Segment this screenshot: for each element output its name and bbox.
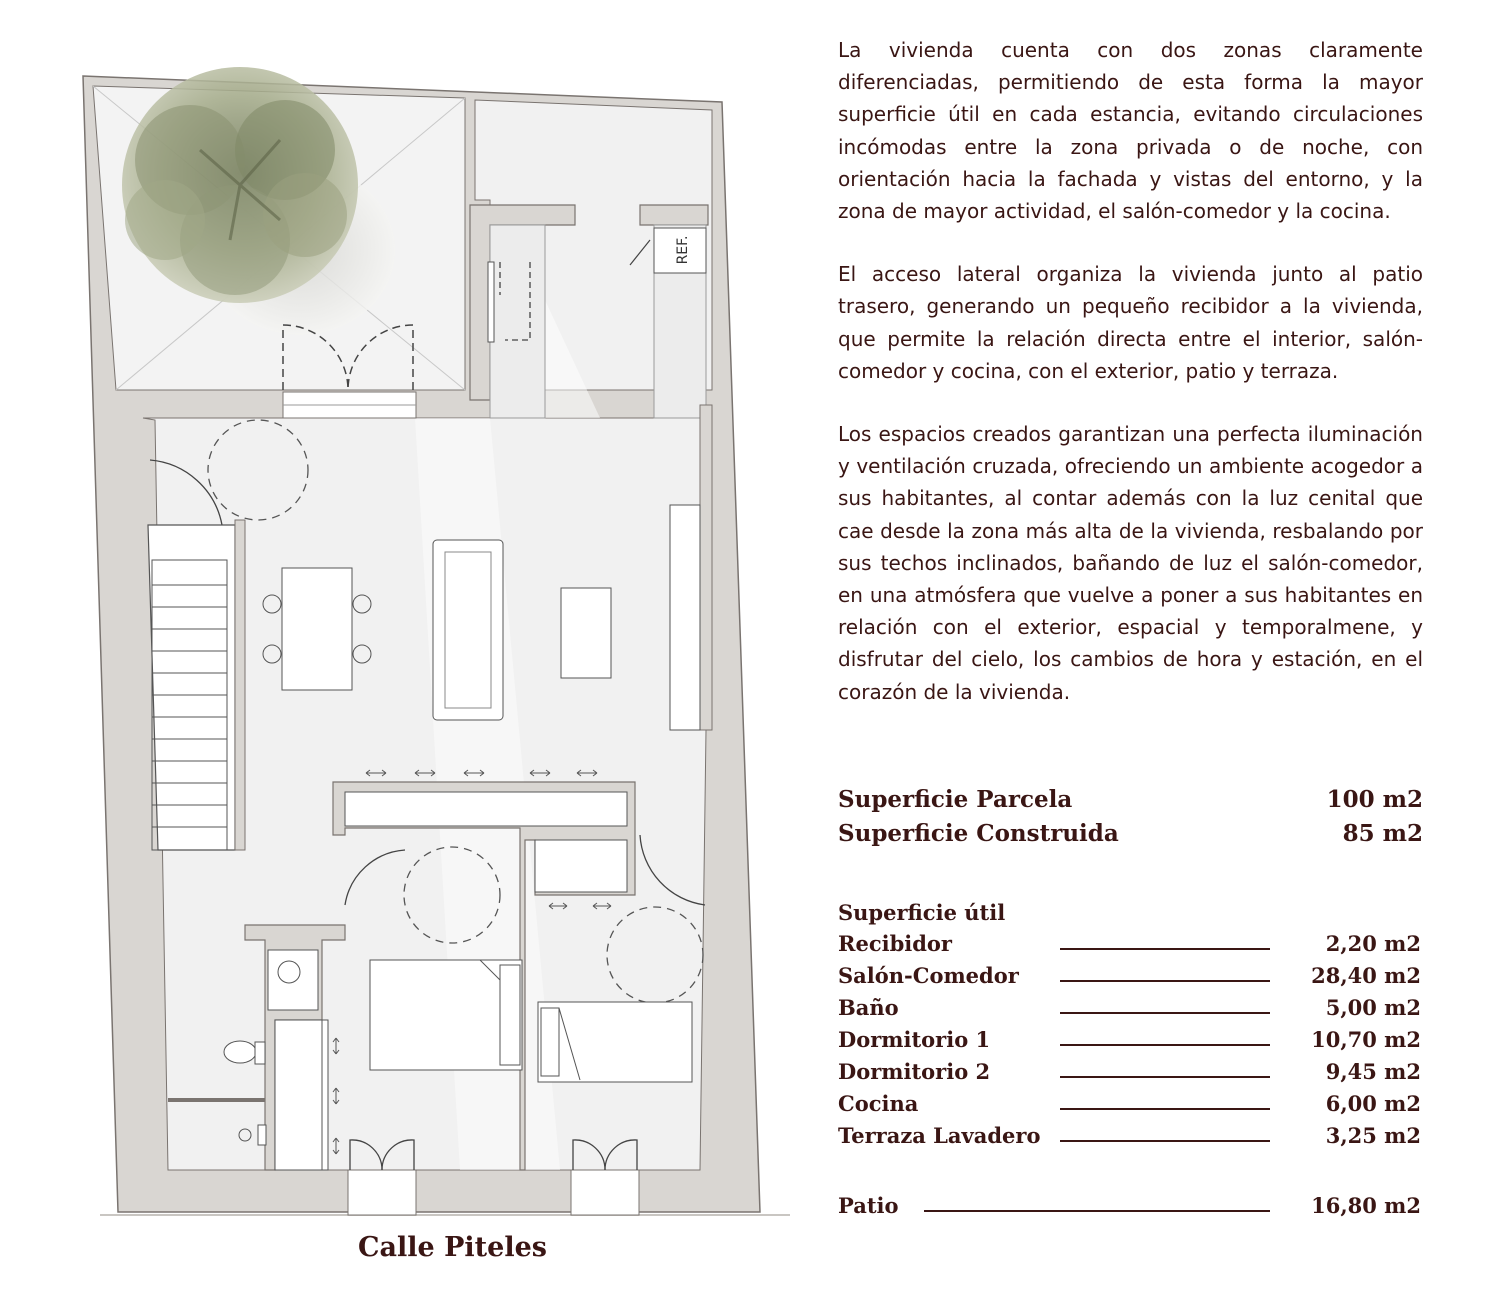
area-row [838, 931, 1423, 961]
area-row [838, 1123, 1423, 1153]
area-label: Recibidor [838, 931, 952, 956]
bed-1 [370, 960, 522, 1070]
area-value: 3,25 m2 [1325, 1123, 1421, 1148]
description [838, 34, 1423, 739]
description-paragraph: Los espacios creados garantizan una perfecta iluminación y ventilación cruzada, ofreciendo un ambiente acogedor a sus habitantes, al contar además con la luz cenital que cae desde la zona más alta de la vivienda, resbalando por sus techos inclinados, bañando de luz el salón-comedor, en una atmósfera que vuelve a poner a sus habitantes en relación con el exterior, espacial y temporalmene, y disfrutar del cielo, los cambios de hora y estación, en el corazón de la vivienda. [838, 422, 1423, 704]
tv-unit [670, 505, 700, 730]
area-value: 28,40 m2 [1311, 963, 1421, 988]
leader-line [1060, 1012, 1270, 1014]
surface-construida-label: Superficie Construida [838, 820, 1119, 847]
kitchen-counter [490, 225, 545, 418]
wardrobe-2 [535, 840, 627, 892]
useful-area-title: Superficie útil [838, 900, 1006, 925]
coffee-table [561, 588, 611, 678]
leader-line [1060, 1140, 1270, 1142]
area-value: 6,00 m2 [1325, 1091, 1421, 1116]
leader-line [924, 1210, 1270, 1212]
leader-line [1060, 1044, 1270, 1046]
area-label: Cocina [838, 1091, 919, 1116]
leader-line [1060, 980, 1270, 982]
patio-value: 16,80 m2 [1311, 1193, 1421, 1218]
area-value: 2,20 m2 [1325, 931, 1421, 956]
surface-construida-row [838, 820, 1423, 854]
tree-icon [122, 67, 358, 303]
leader-line [1060, 948, 1270, 950]
surface-construida-value: 85 m2 [1342, 820, 1423, 847]
area-value: 5,00 m2 [1325, 995, 1421, 1020]
description-paragraph: El acceso lateral organiza la vivienda junto al patio trasero, generando un pequeño recibidor a la vivienda, que permite la relación directa entre el interior, salón-comedor y cocina, con el exterior, patio y terraza. [838, 262, 1423, 383]
area-label: Baño [838, 995, 899, 1020]
surface-parcela-label: Superficie Parcela [838, 786, 1073, 813]
leader-line [1060, 1076, 1270, 1078]
kitchen-window [488, 262, 494, 342]
area-value: 10,70 m2 [1311, 1027, 1421, 1052]
area-value: 9,45 m2 [1325, 1059, 1421, 1084]
area-label: Dormitorio 1 [838, 1027, 991, 1052]
toilet [224, 1041, 265, 1064]
bed-2 [538, 1002, 692, 1082]
area-row [838, 995, 1423, 1025]
area-label: Salón-Comedor [838, 963, 1019, 988]
area-label: Terraza Lavadero [838, 1123, 1041, 1148]
area-row [838, 963, 1423, 993]
area-row [838, 1091, 1423, 1121]
area-label: Dormitorio 2 [838, 1059, 991, 1084]
wardrobe-1 [345, 792, 627, 826]
fridge-label: REF. [675, 235, 691, 265]
surface-parcela-row [838, 786, 1423, 820]
area-row [838, 1059, 1423, 1089]
street-label: Calle Piteles [358, 1232, 547, 1263]
sofa [433, 540, 503, 720]
right-wall [700, 405, 712, 730]
kitchen-wall [640, 205, 708, 225]
bathroom-sink [268, 950, 318, 1010]
surface-parcela-value: 100 m2 [1326, 786, 1423, 813]
closet [275, 1020, 322, 1170]
patio-label: Patio [838, 1193, 899, 1218]
area-row [838, 1027, 1423, 1057]
leader-line [1060, 1108, 1270, 1110]
stair-enclosure [148, 525, 235, 850]
stair-wall [235, 520, 245, 850]
patio-row [838, 1193, 1423, 1223]
description-paragraph: La vivienda cuenta con dos zonas claramente diferenciadas, permitiendo de esta forma la mayor superficie útil en cada estancia, evitando circulaciones incómodas entre la zona privada o de noche, con orientación hacia la fachada y vistas del entorno, y la zona de mayor actividad, el salón-comedor y la cocina. [838, 38, 1423, 224]
